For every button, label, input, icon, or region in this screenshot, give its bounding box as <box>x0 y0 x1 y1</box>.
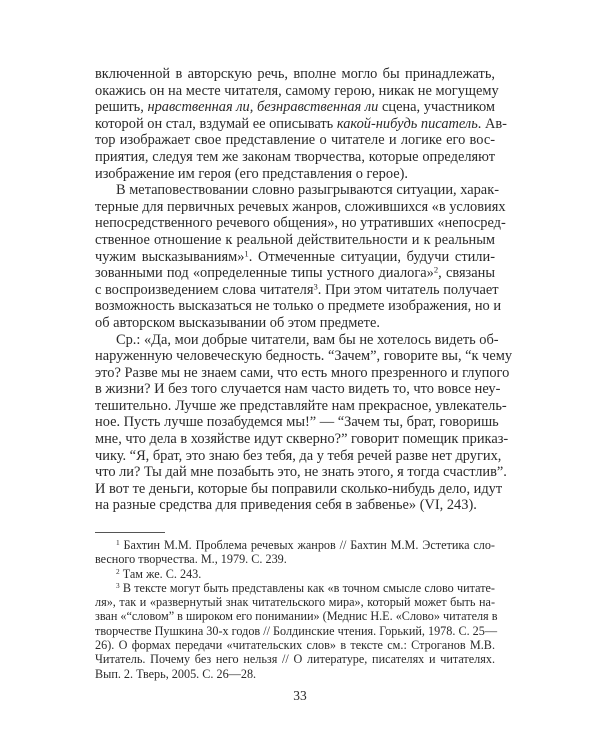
text-line <box>95 538 495 552</box>
footnote-ref: 3 <box>313 280 318 291</box>
text-span: в жизни? И без того случается нам часто видеть то, что вовсе неу- <box>95 381 501 398</box>
text-span: что ли? Ты дай мне позабыть это, не знать этого, я тогда счастлив”. <box>95 464 507 481</box>
text-span: тешительно. Лучше же представляйте нам прекрасное, увлекатель- <box>95 397 507 414</box>
text-span: Вып. 2. Тверь, 2005. С. 26—28. <box>95 666 257 681</box>
text-span: непосредственного речевого общения», но утративших «непосред- <box>95 215 506 232</box>
text-span: чужим высказываниям» <box>95 248 245 265</box>
text-line <box>95 82 499 100</box>
text-line <box>95 149 495 166</box>
text-line <box>95 99 495 116</box>
text-span: наруженную человеческую бедность. “Зачем”, говорите вы, “к чему <box>95 348 513 365</box>
text-line <box>95 166 495 183</box>
paragraph <box>95 331 513 515</box>
text-span: возможность высказаться не только о предмете изображения, но и <box>95 298 502 315</box>
text-span: . При этом читатель получает <box>317 281 499 298</box>
text-span: чику. “Я, брат, это знаю без тебя, да у тебя речей разве нет других, <box>95 447 502 464</box>
text-span: Там же. С. 243. <box>119 566 202 581</box>
text-line <box>95 331 499 349</box>
text-span: В тексте могут быть представлены как «в точном смысле слово читате- <box>119 580 495 595</box>
text-line <box>95 480 503 498</box>
text-span: весного творчества. М., 1979. С. 239. <box>95 552 287 567</box>
text-line <box>95 447 502 465</box>
text-span: включенной в авторскую речь, вполне могло бы принадлежать, <box>95 66 495 82</box>
footnote <box>95 538 495 567</box>
text-line <box>95 414 499 431</box>
text-line <box>95 667 495 681</box>
footnote-ref: 2 <box>433 264 439 275</box>
text-span: терные для первичных речевых жанров, сложившихся «в условиях <box>95 198 506 215</box>
text-span: решить, <box>95 99 148 116</box>
text-line <box>95 567 495 581</box>
text-line <box>95 464 507 481</box>
text-span: 26). О формах передачи «читательских слов» в тексте см.: Строганов М.В. <box>95 638 495 653</box>
body-text <box>95 66 513 514</box>
text-span: , связаны <box>438 265 496 282</box>
text-span: которой он стал, вздумай ее описывать <box>95 115 337 132</box>
text-line <box>95 497 495 514</box>
footnote <box>95 567 495 581</box>
text-line <box>95 132 495 149</box>
footnote-ref: 1 <box>116 537 120 547</box>
text-line <box>95 66 495 83</box>
text-line <box>95 595 495 609</box>
text-line <box>95 265 495 282</box>
text-line <box>95 609 498 624</box>
text-span: на разные средства для приведения себя в забвенье» (VI, 243). <box>95 497 477 514</box>
text-span: ное. Пусть лучше позабудемся мы!” — “Зачем ты, брат, говоришь <box>95 414 499 431</box>
footnote-ref: 3 <box>116 580 120 590</box>
text-line <box>95 115 507 133</box>
footnotes <box>95 537 498 681</box>
text-span: И вот те деньги, которые бы поправили сколько-нибудь дело, идут <box>95 480 503 497</box>
text-line <box>95 381 501 398</box>
text-line <box>95 232 495 249</box>
text-line <box>95 552 495 566</box>
text-span: изображение им героя (его представления о герое). <box>95 165 408 182</box>
text-line <box>95 581 495 595</box>
text-span: приятия, следуя тем же законам творчества, которые определяют <box>95 148 495 165</box>
text-line <box>95 652 495 666</box>
text-line <box>95 315 495 332</box>
text-span: . Ав- <box>477 115 507 132</box>
footnote-ref: 2 <box>116 566 120 576</box>
text-span: . Отмеченные ситуации, будучи стили- <box>248 248 495 265</box>
text-span: с воспроизведением слова читателя <box>95 281 314 298</box>
text-span: об авторском высказывании об этом предмете. <box>95 314 380 331</box>
text-line <box>95 348 513 365</box>
text-span: окажись он на месте читателя, самому герою, никак не могущему <box>95 82 499 99</box>
text-span: мне, что дела в хозяйстве идут скверно?” говорит помещик приказ- <box>95 431 509 448</box>
text-line <box>95 215 506 232</box>
page-number: 33 <box>293 688 307 703</box>
text-line <box>95 182 499 199</box>
text-span: В метаповествовании словно разыгрываются ситуации, харак- <box>116 182 499 199</box>
text-line <box>95 638 495 652</box>
text-span: Читатель. Почему без него нельзя // О литературе, писателях и читателях. <box>95 652 495 667</box>
paragraph <box>95 66 507 182</box>
text-span: тор изображает свое представление о читателе и логике его вос- <box>95 132 495 149</box>
text-span: творчестве Пушкина 30-х годов // Болдинские чтения. Горький, 1978. С. 25— <box>95 623 498 638</box>
footnote <box>95 580 498 681</box>
text-line <box>95 364 510 382</box>
text-span: зван «“словом” в широком его понимании» (Меднис Н.Е. «Слово» читателя в <box>95 609 498 624</box>
text-line <box>95 431 509 448</box>
footnote-ref: 1 <box>244 247 249 258</box>
text-span: это? Разве мы не знаем сами, что есть много презренного и глупого <box>95 364 510 381</box>
text-span: Бахтин М.М. Проблема речевых жанров // Бахтин М.М. Эстетика сло- <box>119 538 495 552</box>
text-line <box>95 249 495 266</box>
text-line <box>95 298 502 315</box>
text-span: ля», так и «развернутый знак читательского мира», который может быть на- <box>95 595 495 610</box>
text-line <box>95 280 499 299</box>
text-span: ственное отношение к реальной действительности и к реальным <box>95 231 495 248</box>
italic-text: какой-нибудь писатель <box>336 115 478 132</box>
text-span: сцена, участником <box>378 99 495 116</box>
text-span: зованными под «определенные типы устного диалога» <box>95 265 434 282</box>
paragraph <box>95 182 506 331</box>
italic-text: нравственная ли, безнравственная ли <box>147 99 379 116</box>
text-line <box>95 623 498 638</box>
text-line <box>95 397 507 415</box>
footnote-separator <box>95 532 165 533</box>
text-span: Ср.: «Да, мои добрые читатели, вам бы не хотелось видеть об- <box>116 331 499 348</box>
text-line <box>95 198 506 216</box>
